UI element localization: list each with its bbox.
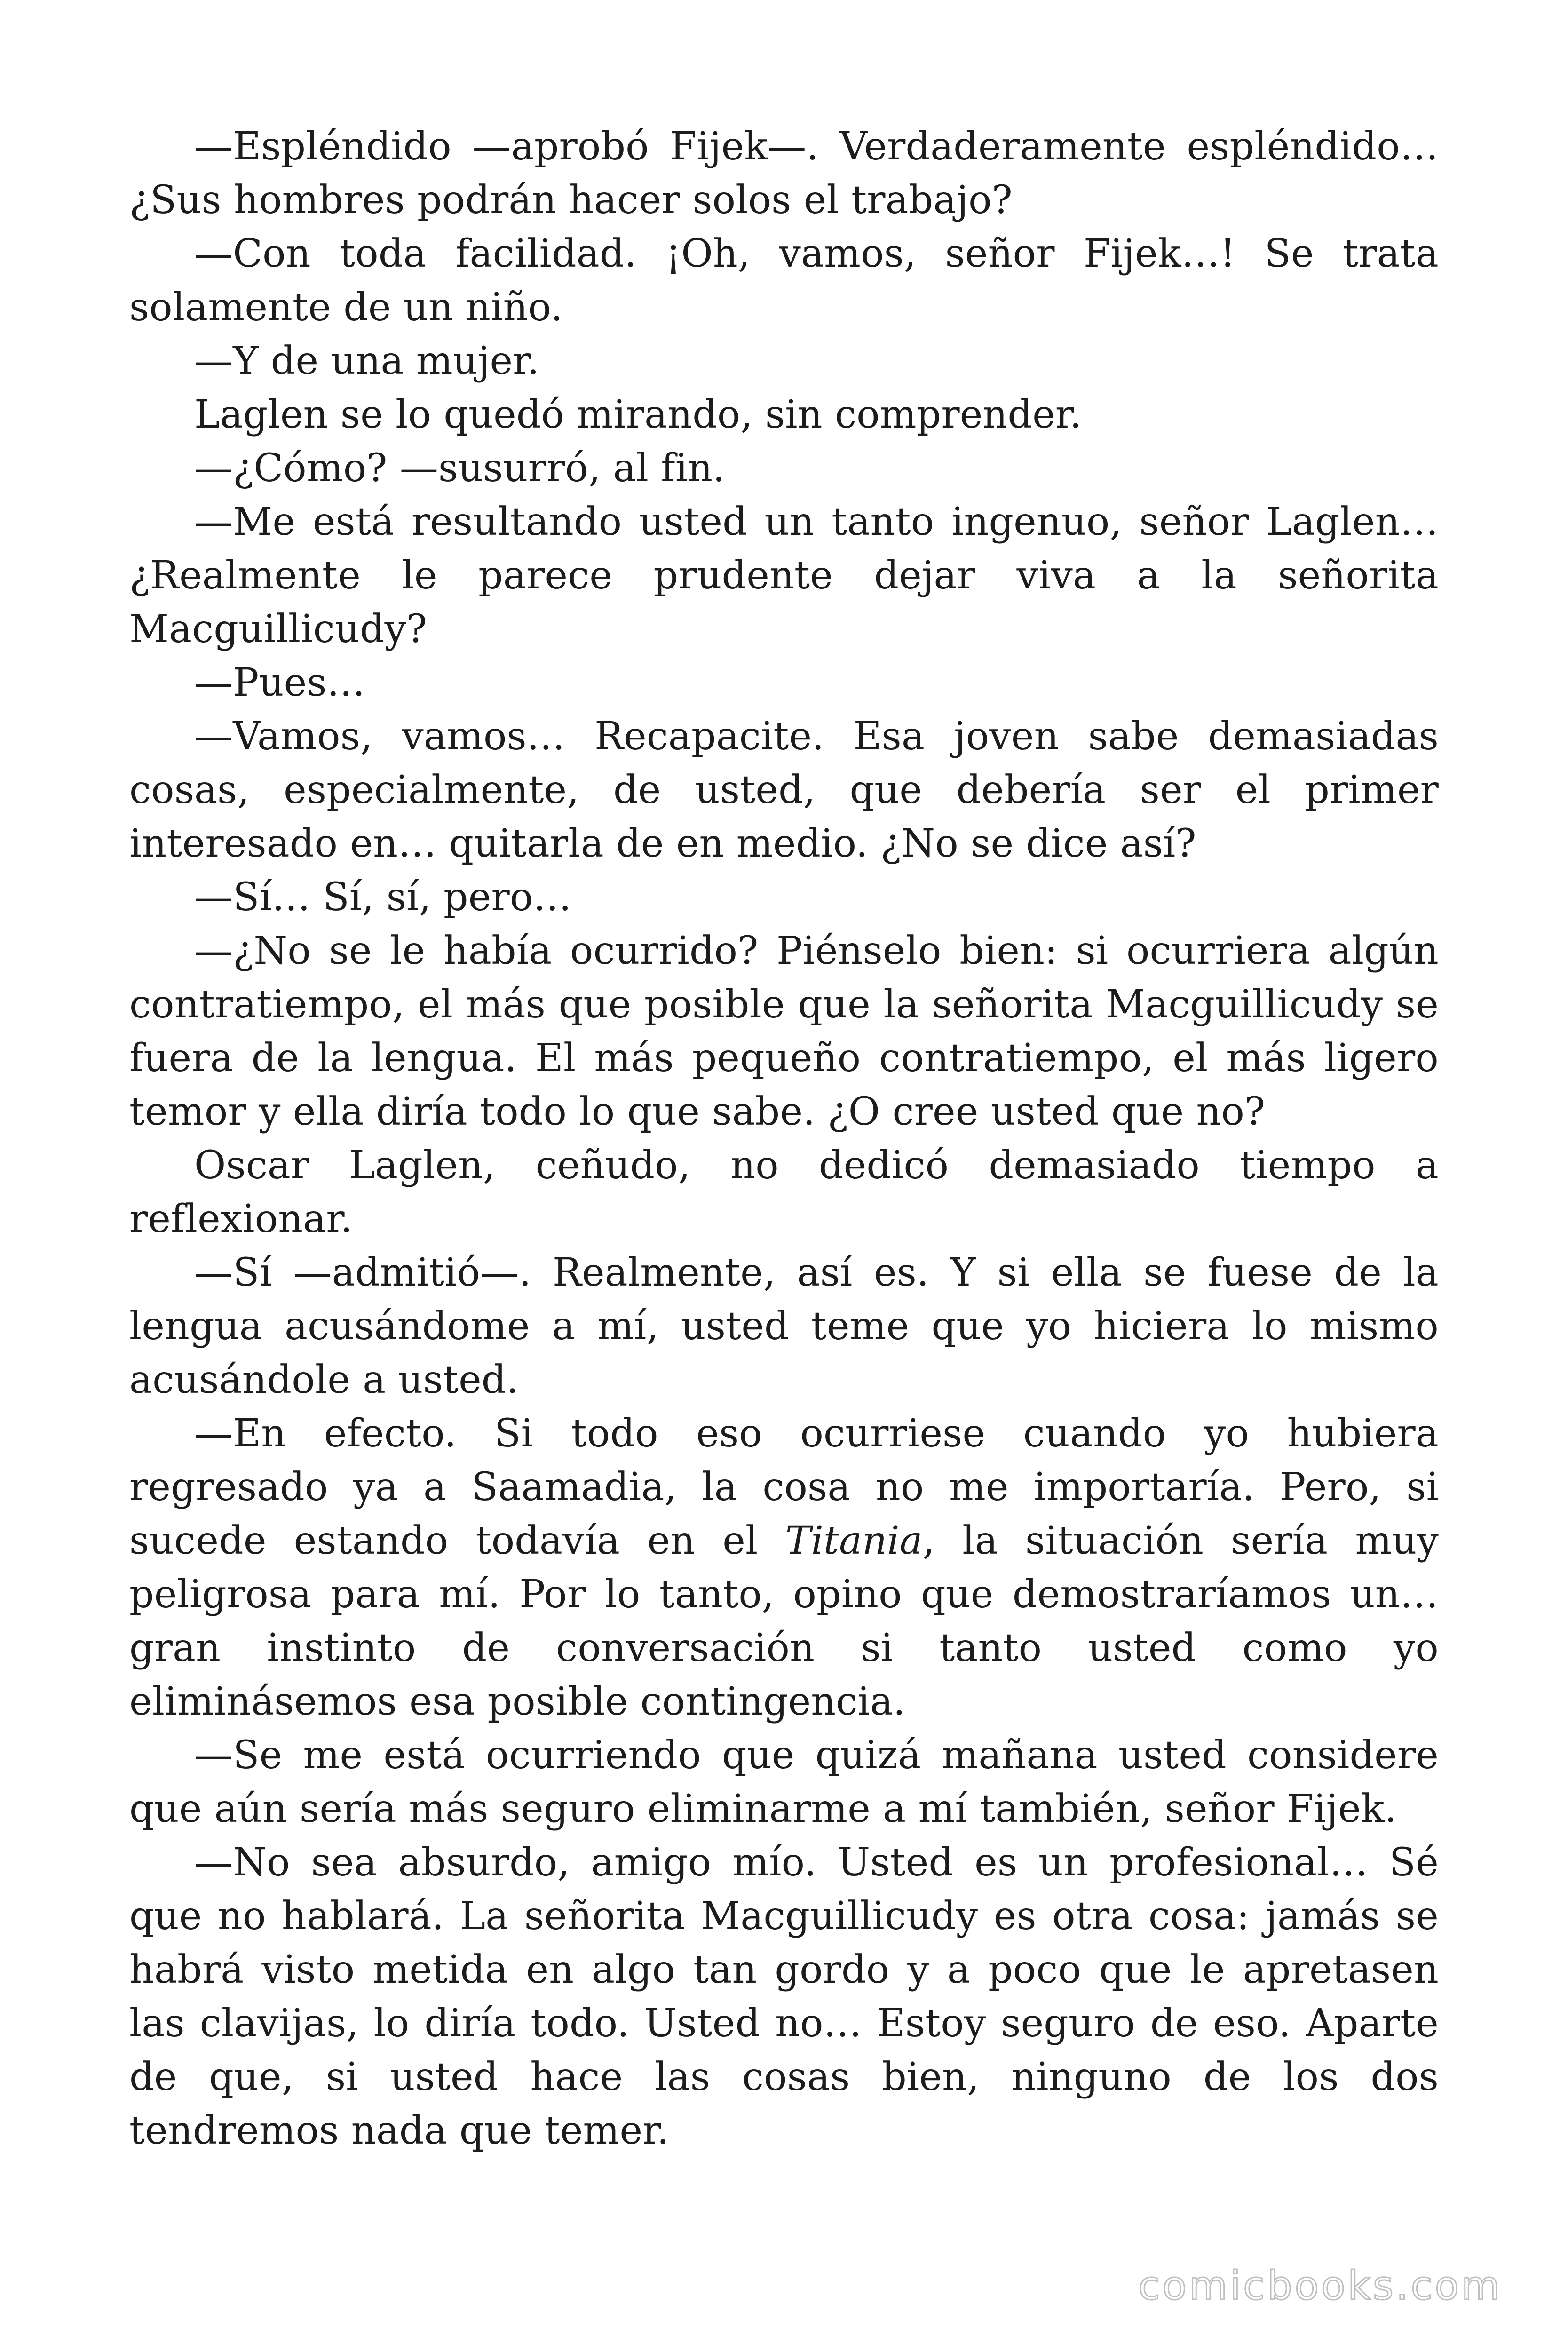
paragraph: —Pues… [194,660,365,705]
paragraph: —Sí —admitió—. Realmente, así es. Y si ella se fuese de la lengua acusándome a mí, usted teme que yo hiciera lo mismo acusándole a usted. [129,1250,1439,1402]
paragraph-text: , la situación sería muy peligrosa para mí. Por lo tanto, opino que demostraríamos un… gran instinto de conversación si tanto usted como yo eliminásemos esa posible contingencia. [129,1518,1439,1724]
paragraph: —Espléndido —aprobó Fijek—. Verdaderamente espléndido… ¿Sus hombres podrán hacer solos el trabajo? [129,124,1439,222]
paragraph [129,1407,1439,1729]
paragraph: —Se me está ocurriendo que quizá mañana usted considere que aún sería más seguro eliminarme a mí también, señor Fijek. [129,1733,1439,1831]
paragraph-text: —En efecto. Si todo eso ocurriese cuando yo hubiera regresado ya a Saamadia, la cosa no me importaría. Pero, si sucede estando todavía en el [129,1411,1439,1563]
paragraph: Oscar Laglen, ceñudo, no dedicó demasiado tiempo a reflexionar. [129,1143,1439,1241]
paragraph: —¿No se le había ocurrido? Piénselo bien: si ocurriera algún contratiempo, el más que posible que la señorita Macguillicudy se fuera de la lengua. El más pequeño contratiempo, el más ligero temor y ella diría todo lo que sabe. ¿O cree usted que no? [129,929,1439,1134]
paragraph: —¿Cómo? —susurró, al fin. [194,446,725,491]
book-page-text [129,120,1439,2158]
paragraph: —Con toda facilidad. ¡Oh, vamos, señor Fijek…! Se trata solamente de un niño. [129,231,1439,330]
paragraph: —Y de una mujer. [194,339,539,383]
ship-name: Titania [785,1518,923,1563]
paragraph: —No sea absurdo, amigo mío. Usted es un profesional… Sé que no hablará. La señorita Macguillicudy es otra cosa: jamás se habrá visto metida en algo tan gordo y a poco que le apretasen las clavijas, lo diría todo. Usted no… Estoy seguro de eso. Aparte de que, si usted hace las cosas bien, ninguno de los dos tendremos nada que temer. [129,1840,1439,2153]
watermark: comicbooks.com [1138,2263,1502,2309]
paragraph: —Vamos, vamos… Recapacite. Esa joven sabe demasiadas cosas, especialmente, de usted, que debería ser el primer interesado en… quitarla de en medio. ¿No se dice así? [129,714,1439,866]
paragraph: —Me está resultando usted un tanto ingenuo, señor Laglen… ¿Realmente le parece prudente dejar viva a la señorita Macguillicudy? [129,500,1439,652]
paragraph: —Sí… Sí, sí, pero… [194,875,572,920]
paragraph: Laglen se lo quedó mirando, sin comprender. [194,392,1082,437]
